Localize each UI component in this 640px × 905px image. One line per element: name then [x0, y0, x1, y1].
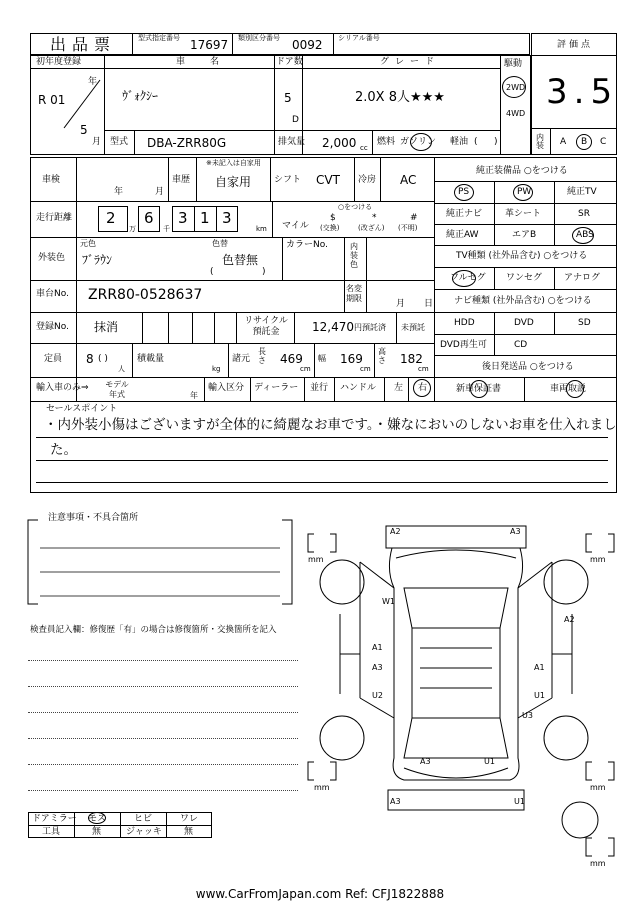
- sales-label: セールスポイント: [46, 404, 118, 414]
- capacity-label: 定員: [44, 354, 63, 364]
- import-type-label: 輸入区分: [208, 383, 245, 393]
- fuel-label: 燃料: [377, 137, 396, 147]
- ac: AC: [400, 173, 417, 187]
- fuel-circle: [410, 133, 432, 151]
- score-value: 3.5: [546, 72, 619, 112]
- svg-text:U2: U2: [372, 691, 383, 700]
- drive-2wd-circle: [502, 76, 526, 98]
- sales-line-1: ・内外装小傷はございますが全体的に綺麗なお車です。・嫌なにおいのしないお車を仕入れまし: [44, 417, 617, 433]
- svg-text:A3: A3: [420, 757, 431, 766]
- shift-label: シフト: [274, 175, 302, 185]
- svg-text:mm: mm: [314, 783, 330, 792]
- doc-warranty: 新車保証書: [456, 384, 502, 394]
- mileage-digit-1: 2: [106, 209, 116, 227]
- first-reg-era: R 01: [38, 93, 66, 107]
- tv-oneseg: ワンセグ: [506, 273, 543, 283]
- car-damage-diagram: [300, 518, 620, 878]
- score-label: 評価点: [557, 40, 594, 50]
- footer-ref: www.CarFromJapan.com Ref: CFJ1822888: [195, 887, 445, 901]
- capacity: 8: [86, 352, 94, 366]
- car-name-label: 車 名: [176, 57, 228, 67]
- form-title: 出品票: [50, 35, 117, 54]
- mileage-digit-5: 3: [222, 209, 232, 227]
- model-code-label: 型式指定番号: [138, 34, 180, 42]
- handle-right-circle: [413, 379, 431, 397]
- jack-value: 無: [184, 827, 194, 837]
- interior-b: B: [581, 137, 588, 147]
- mirror-value: モス: [88, 814, 107, 824]
- mileage-digit-2: 6: [144, 209, 154, 227]
- tv-fullseg: フルセグ: [450, 273, 486, 283]
- class-code: 0092: [292, 38, 323, 52]
- svg-text:A1: A1: [372, 643, 383, 652]
- svg-text:mm: mm: [590, 859, 606, 868]
- orig-color: ﾌﾞﾗｳﾝ: [82, 253, 113, 267]
- inspector-label: 検査員記入欄：修復歴「有」の場合は修復箇所・交換箇所を記入: [30, 625, 277, 635]
- reg-label: 登録No.: [36, 322, 69, 332]
- sales-line-2: た。: [50, 442, 77, 458]
- drive-2wd: 2WD: [506, 83, 526, 92]
- interior-c: C: [600, 137, 607, 147]
- model-label: 型式: [110, 137, 129, 147]
- svg-text:A3: A3: [372, 663, 383, 672]
- equip-navi: 純正ナビ: [446, 209, 483, 219]
- equip-sr: SR: [578, 209, 590, 219]
- interior-label: 内装: [536, 133, 544, 150]
- fuel-gasoline: ガソリン: [400, 137, 437, 147]
- interior-b-circle: [576, 134, 592, 150]
- ext-color-label: 外装色: [38, 253, 66, 263]
- recycle-label: リサイクル預託金: [244, 316, 288, 337]
- doc-manual: 車両取説: [550, 384, 587, 394]
- mileage-digit-3: 3: [178, 209, 188, 227]
- car-name: ｳﾞｫｸｼｰ: [122, 89, 159, 103]
- svg-text:W1: W1: [382, 597, 395, 606]
- equip-ps: PS: [458, 187, 470, 197]
- mile-label: マイル: [282, 221, 309, 231]
- doors: 5: [284, 91, 292, 105]
- ac-label: 冷房: [358, 175, 377, 185]
- svg-text:A3: A3: [390, 797, 401, 806]
- displacement-label: 排気量: [278, 137, 306, 147]
- repaint: 色替無: [222, 253, 259, 267]
- displacement: 2,000: [322, 136, 357, 150]
- equip-pw: PW: [517, 187, 532, 197]
- fuel-diesel: 軽油: [450, 137, 469, 147]
- recycle: 12,470: [312, 320, 354, 334]
- docs-label: 後日発送品 ○をつける: [482, 362, 574, 372]
- svg-text:A2: A2: [390, 527, 401, 536]
- handle-right: 右: [418, 383, 428, 393]
- dvd-label: DVD再生可: [440, 340, 487, 350]
- equip-abs: ABS: [576, 230, 594, 240]
- svg-text:A3: A3: [510, 527, 521, 536]
- first-reg-label: 初年度登録: [36, 57, 82, 67]
- svg-text:mm: mm: [590, 555, 606, 564]
- navi-dvd: DVD: [514, 318, 534, 328]
- svg-text:mm: mm: [308, 555, 324, 564]
- caution-bracket: [26, 518, 296, 608]
- navi-label: ナビ種類 (社外品含む) ○をつける: [454, 296, 592, 306]
- height: 182: [400, 352, 423, 366]
- model-code: 17697: [190, 38, 229, 52]
- equip-aw: 純正AW: [446, 230, 479, 240]
- inspection-label: 車検: [42, 175, 61, 185]
- equip-label: 純正装備品 ○をつける: [476, 166, 568, 176]
- tv-label: TV種類 (社外品含む) ○をつける: [456, 251, 588, 261]
- dims-label: 諸元: [232, 354, 251, 364]
- width: 169: [340, 352, 363, 366]
- svg-text:mm: mm: [590, 783, 606, 792]
- tools-value: 無: [92, 827, 102, 837]
- reg: 抹消: [94, 320, 119, 334]
- grade: 2.0X 8人★★★: [355, 90, 445, 105]
- tv-analog: アナログ: [564, 273, 601, 283]
- model: DBA-ZRR80G: [147, 136, 227, 150]
- caution-label: 注意事項・不具合箇所: [48, 513, 139, 523]
- navi-sd: SD: [578, 318, 591, 328]
- drive-4wd: 4WD: [506, 109, 526, 118]
- first-reg-month: 5: [80, 123, 88, 137]
- interior-a: A: [560, 137, 567, 147]
- grade-label: グレード: [380, 57, 441, 67]
- cd-label: CD: [514, 340, 528, 350]
- chassis-label: 車台No.: [36, 289, 69, 299]
- handle-label: ハンドル: [340, 383, 377, 393]
- svg-text:U1: U1: [514, 797, 525, 806]
- import-label: 輸入車のみ⇒: [36, 383, 89, 393]
- class-code-label: 類別区分番号: [238, 34, 280, 42]
- navi-hdd: HDD: [454, 318, 475, 328]
- int-color-label: 内装色: [350, 242, 358, 269]
- history: 自家用: [215, 175, 252, 189]
- equip-leather: 革シート: [505, 209, 542, 219]
- shift: CVT: [316, 173, 340, 187]
- svg-text:U1: U1: [484, 757, 495, 766]
- svg-text:U1: U1: [534, 691, 545, 700]
- history-label: 車歴: [172, 175, 191, 185]
- svg-text:A1: A1: [534, 663, 545, 672]
- svg-text:A2: A2: [564, 615, 575, 624]
- svg-text:U3: U3: [522, 711, 533, 720]
- doors-label: ドア数: [276, 57, 303, 67]
- color-no-label: カラーNo.: [286, 240, 328, 250]
- equip-tv: 純正TV: [567, 187, 597, 197]
- load-label: 積載量: [137, 354, 165, 364]
- mileage-label: 走行距離: [36, 213, 73, 223]
- chassis: ZRR80-0528637: [88, 287, 203, 303]
- length: 469: [280, 352, 303, 366]
- mileage-digit-4: 1: [200, 209, 210, 227]
- serial-label: シリアル番号: [338, 34, 380, 42]
- equip-airbag: エアB: [512, 230, 537, 240]
- drive-label: 駆動: [504, 59, 523, 69]
